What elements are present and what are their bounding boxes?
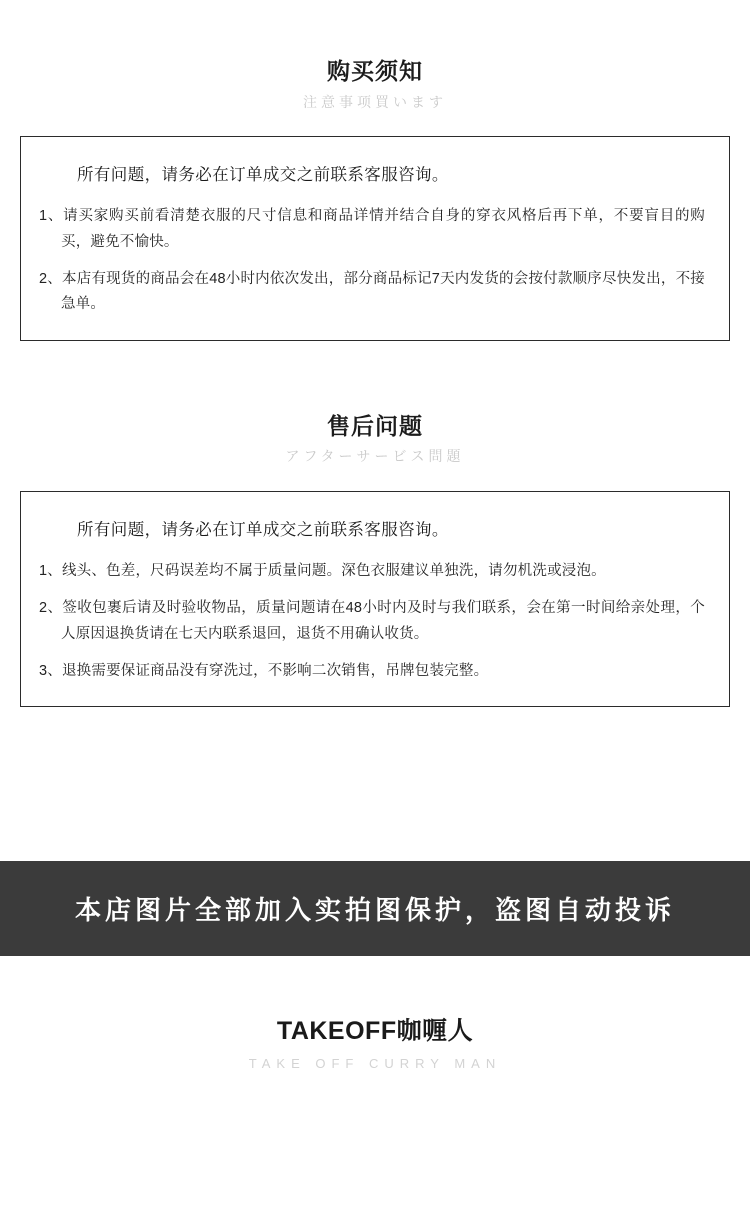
copyright-banner-text: 本店图片全部加入实拍图保护，盗图自动投诉 [74,895,675,926]
purchase-notes-item: 2、本店有现货的商品会在48小时内依次发出，部分商品标记7天内发货的会按付款顺序尽快发出，不接急单。 [39,270,705,313]
spacer-between-sections [0,341,750,413]
spacer-top [0,0,750,58]
brand-name: TAKEOFF咖喱人 [276,1017,474,1046]
section-heading-after-sales [0,413,750,465]
brand-tagline: TAKE OFF CURRY MAN [248,1056,502,1072]
after-sales-item: 2、签收包裹后请及时验收物品，质量问题请在48小时内及时与我们联系，会在第一时间给亲处理，个人原因退换货请在七天内联系退回，退货不用确认收货。 [39,600,705,642]
section-subtitle: 注意事项買います [303,93,447,110]
copyright-banner [0,861,750,956]
section-subtitle: アフターサービス問題 [285,448,465,465]
brand-footer [0,956,750,1071]
purchase-notes-lead: 所有问题，请务必在订单成交之前联系客服咨询。 [77,166,449,185]
section-title: 售后问题 [327,412,423,439]
after-sales-box [20,491,730,707]
after-sales-item: 1、线头、色差，尺码误差均不属于质量问题。深色衣服建议单独洗，请勿机洗或浸泡。 [39,562,606,579]
spacer-after-heading-2 [0,465,750,491]
purchase-notes-box [20,136,730,340]
spacer-before-banner [0,707,750,861]
after-sales-lead: 所有问题，请务必在订单成交之前联系客服咨询。 [77,521,449,540]
section-title: 购买须知 [327,58,423,84]
spacer-after-heading-1 [0,110,750,136]
section-heading-purchase-notes [0,58,750,110]
after-sales-item: 3、退换需要保证商品没有穿洗过，不影响二次销售，吊牌包装完整。 [39,662,489,679]
purchase-notes-item: 1、请买家购买前看清楚衣服的尺寸信息和商品详情并结合自身的穿衣风格后再下单，不要盲目的购买，避免不愉快。 [39,208,705,250]
